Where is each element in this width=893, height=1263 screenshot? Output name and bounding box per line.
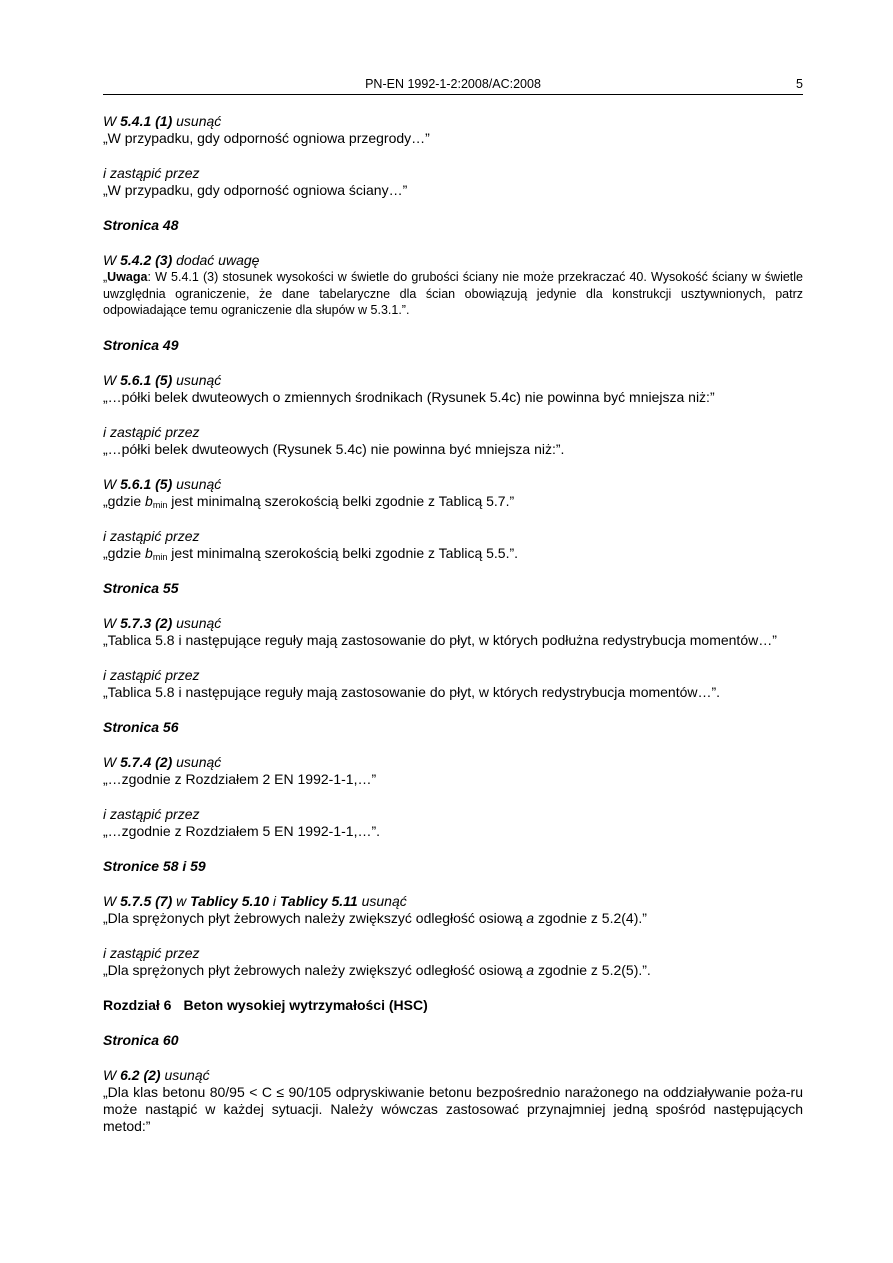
instruction: W 5.7.4 (2) usunąć (103, 753, 222, 770)
page-header (103, 77, 803, 95)
correction-5-7-4-remove (103, 754, 803, 788)
instruction: i zastąpić przez (103, 165, 200, 181)
instruction: i zastąpić przez (103, 944, 200, 961)
instruction: i zastąpić przez (103, 527, 200, 544)
correction-5-7-3-replace (103, 667, 803, 701)
correction-5-4-1-replace (103, 165, 803, 199)
page-reference-58-59: Stronice 58 i 59 (103, 857, 206, 874)
quoted-text: „gdzie $b_{min}$ jest minimalną szerokością belki zgodnie z Tablicą 5.5.”. (103, 544, 519, 562)
page-reference-48: Stronica 48 (103, 217, 179, 233)
instruction: i zastąpić przez (103, 805, 200, 822)
page-reference-56: Stronica 56 (103, 718, 179, 735)
page-number: 5 (796, 77, 803, 91)
instruction: i zastąpić przez (103, 423, 200, 440)
quoted-text: „gdzie $b_{min}$ jest minimalną szerokością belki zgodnie z Tablicą 5.7.” (103, 492, 515, 510)
correction-5-7-4-replace (103, 806, 803, 840)
quoted-text: „Dla sprężonych płyt żebrowych należy zwiększyć odległość osiową a zgodnie z 5.2(5).”. (103, 961, 651, 978)
quoted-text: „Tablica 5.8 i następujące reguły mają zastosowanie do płyt, w których podłużna redystrybucja momentów…” (103, 631, 777, 648)
correction-5-4-2-add-note (103, 252, 803, 319)
correction-5-6-1-remove-b (103, 476, 803, 510)
quoted-text: „Tablica 5.8 i następujące reguły mają zastosowanie do płyt, w których redystrybucja momentów…”. (103, 683, 721, 700)
instruction: W 5.6.1 (5) usunąć (103, 475, 222, 492)
correction-6-2-remove (103, 1067, 803, 1135)
page-reference-60: Stronica 60 (103, 1031, 179, 1048)
instruction: W 6.2 (2) usunąć (103, 1066, 210, 1083)
quoted-text: „…zgodnie z Rozdziałem 5 EN 1992-1-1,…”. (103, 822, 381, 839)
correction-5-7-5-replace (103, 945, 803, 979)
quoted-text: „Dla klas betonu 80/95 < C ≤ 90/105 odpryskiwanie betonu bezpośrednio narażonego na oddziaływanie poża-ru może nastąpić w każdej sytuacji. Należy wówczas zastosować przynajmniej jedną spośród następujących metod:” (103, 1083, 803, 1134)
instruction: i zastąpić przez (103, 666, 200, 683)
correction-5-6-1-replace-b (103, 528, 803, 562)
note-text: „Uwaga: W 5.4.1 (3) stosunek wysokości w świetle do grubości ściany nie może przekraczać 40. Wysokość ściany w świetle uwzględnia ograniczenie, że dane tabelaryczne dla ścian obowiązują jedynie dla konstrukcji usztywnionych, patrz odpowiadające temu ograniczenie dla słupów w 5.3.1.”. (103, 270, 803, 317)
page-content (103, 113, 803, 1135)
quoted-text: „Dla sprężonych płyt żebrowych należy zwiększyć odległość osiową a zgodnie z 5.2(4).” (103, 909, 647, 926)
page-reference-55: Stronica 55 (103, 579, 179, 596)
chapter-heading: Rozdział 6 Beton wysokiej wytrzymałości (HSC) (103, 996, 428, 1013)
instruction: W 5.6.1 (5) usunąć (103, 371, 222, 388)
instruction: W 5.4.2 (3) dodać uwagę (103, 252, 260, 268)
correction-5-6-1-remove-a (103, 372, 803, 406)
quoted-text: „…półki belek dwuteowych o zmiennych środnikach (Rysunek 5.4c) nie powinna być mniejsza niż:” (103, 388, 715, 405)
quoted-text: „…zgodnie z Rozdziałem 2 EN 1992-1-1,…” (103, 770, 377, 787)
correction-5-7-5-remove (103, 893, 803, 927)
quoted-text: „…półki belek dwuteowych (Rysunek 5.4c) nie powinna być mniejsza niż:”. (103, 440, 565, 457)
instruction: W 5.7.3 (2) usunąć (103, 614, 222, 631)
quoted-text: „W przypadku, gdy odporność ogniowa przegrody…” (103, 130, 430, 146)
document-code: PN-EN 1992-1-2:2008/AC:2008 (365, 77, 541, 91)
correction-5-4-1-remove (103, 113, 803, 147)
instruction: W 5.4.1 (1) usunąć (103, 113, 222, 129)
correction-5-7-3-remove (103, 615, 803, 649)
quoted-text: „W przypadku, gdy odporność ogniowa ściany…” (103, 182, 408, 198)
correction-5-6-1-replace-a (103, 424, 803, 458)
instruction: W 5.7.5 (7) w Tablicy 5.10 i Tablicy 5.11 usunąć (103, 892, 407, 909)
page-reference-49: Stronica 49 (103, 336, 179, 353)
